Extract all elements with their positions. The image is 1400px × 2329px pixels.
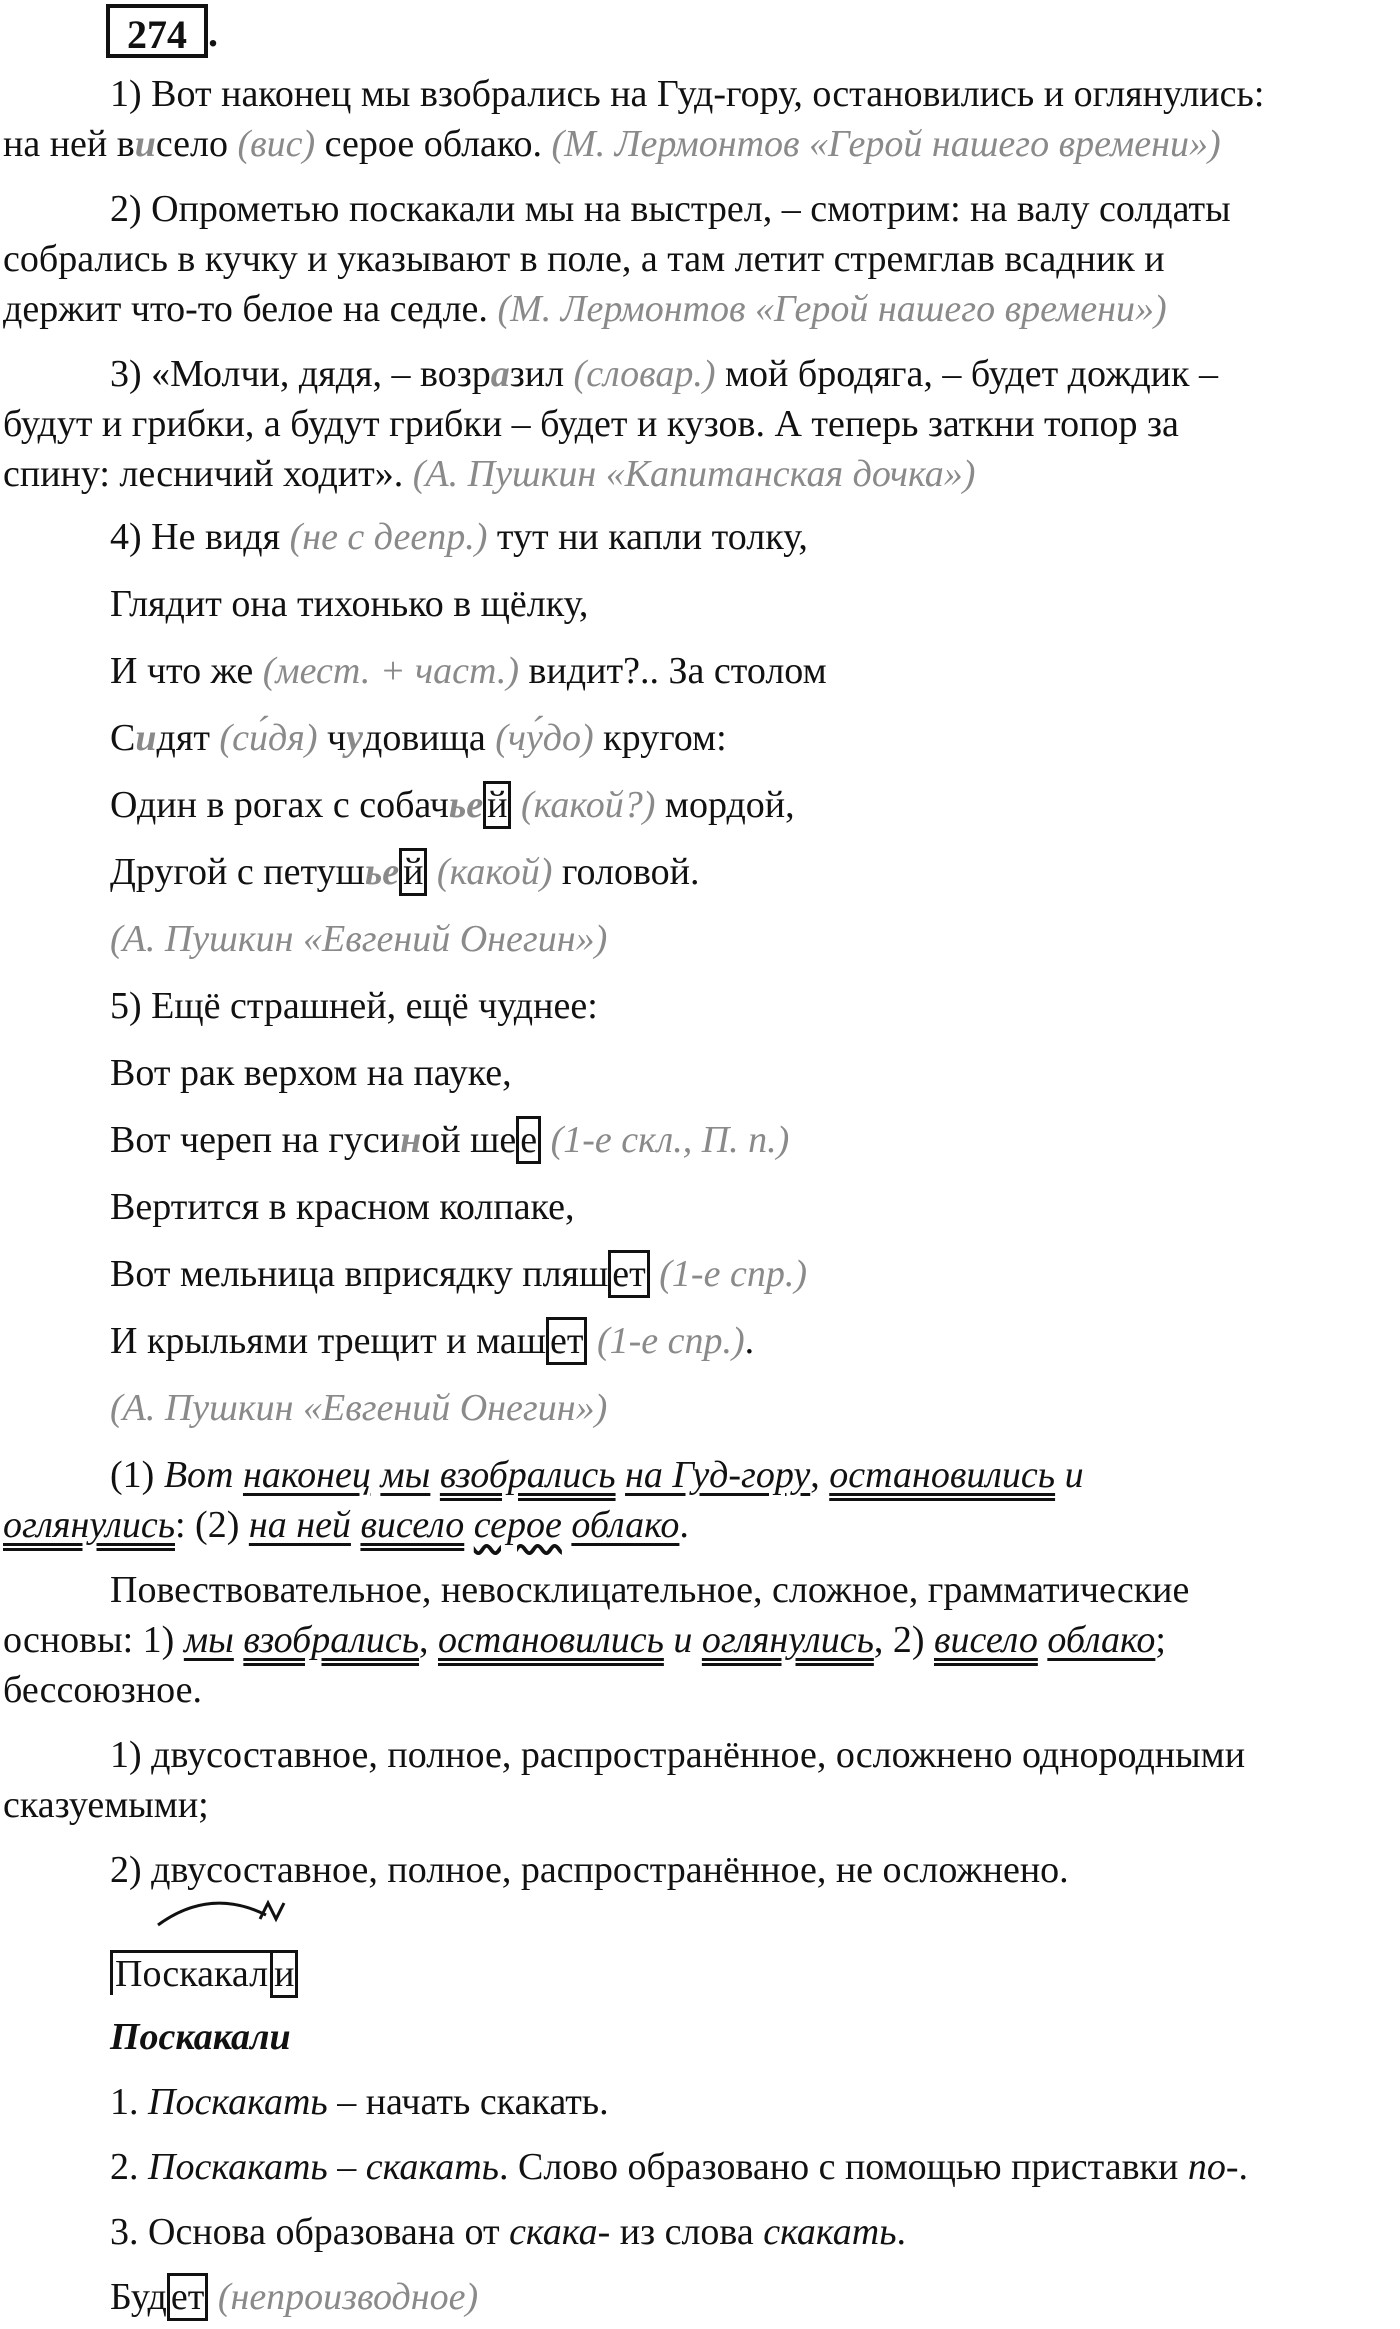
p1-line1: 1) Вот наконец мы взобрались на Гуд-гору, остановились и оглянулись: [110, 73, 1265, 115]
analysis-line8: 2) двусоставное, полное, распространённое, не осложнено. [110, 1849, 1069, 1891]
ending-box: ет [167, 2273, 208, 2321]
poem2-line1: 5) Ещё страшней, ещё чуднее: [110, 985, 598, 1027]
exercise-number: 274 [106, 4, 208, 58]
analysis-line2: оглянулись: (2) на ней висело серое облако. [3, 1504, 689, 1546]
analysis-line7: сказуемыми; [3, 1784, 209, 1826]
p2-line1: 2) Опрометью поскакали мы на выстрел, – смотрим: на валу солдаты [110, 188, 1231, 230]
analysis-line4: основы: 1) мы взобрались, остановились и оглянулись, 2) висело облако; [3, 1619, 1166, 1661]
highlight-letter: а [490, 353, 510, 395]
ending-box: ет [546, 1317, 587, 1365]
analysis-line5: бессоюзное. [3, 1669, 202, 1711]
poem1-line3: И что же (мест. + част.) видит?.. За столом [110, 650, 827, 692]
poem2-line4: Вертится в красном колпаке, [110, 1186, 575, 1228]
ending-box: и [270, 1950, 298, 1998]
hint: (словар.) [573, 353, 716, 395]
morph-heading: Поскакали [110, 2016, 291, 2058]
poem1-line6: Другой с петушье й (какой) головой. [110, 848, 700, 896]
poem1-line4: Сидят (си́дя) чудовища (чу́до) кругом: [110, 717, 727, 759]
morph-item2: 2. Поскакать – скакать. Слово образовано с помощью приставки по-. [110, 2146, 1248, 2188]
poem1-source: (А. Пушкин «Евгений Онегин») [110, 918, 608, 960]
source: (М. Лермонтов «Герой нашего времени») [497, 288, 1167, 330]
poem1-line2: Глядит она тихонько в щёлку, [110, 583, 589, 625]
ending-box: ет [608, 1250, 649, 1298]
analysis-line6: 1) двусоставное, полное, распространённое, осложнено однородными [110, 1734, 1246, 1776]
source: (М. Лермонтов «Герой нашего времени») [551, 123, 1221, 165]
morph-item1: 1. Поскакать – начать скакать. [110, 2081, 609, 2123]
poem2-line6: И крыльями трещит и маш ет (1-е спр.). [110, 1317, 754, 1365]
p3-line2: будут и грибки, а будут грибки – будет и кузов. А теперь заткни топор за [3, 403, 1179, 445]
morpheme-marks [150, 1893, 290, 1933]
morph-word: Поскакал и [110, 1950, 298, 1998]
poem2-line2: Вот рак верхом на пауке, [110, 1052, 512, 1094]
poem1-line5: Один в рогах с собачье й (какой?) мордой, [110, 781, 795, 829]
poem2-source: (А. Пушкин «Евгений Онегин») [110, 1387, 608, 1429]
p2-line2: собрались в кучку и указывают в поле, а там летит стремглав всадник и [3, 238, 1165, 280]
ending-box: й [399, 848, 427, 896]
poem2-line3: Вот череп на гусиной ше е (1-е скл., П. п.) [110, 1116, 789, 1164]
hint: (вис) [237, 123, 316, 165]
morph-item3: 3. Основа образована от скака- из слова скакать. [110, 2211, 906, 2253]
analysis-line3: Повествовательное, невосклицательное, сложное, грамматические [110, 1569, 1190, 1611]
analysis-line1: (1) Вот наконец мы взобрались на Гуд-гору, остановились и [110, 1454, 1084, 1496]
source: (А. Пушкин «Капитанская дочка») [412, 453, 976, 495]
exercise-number-dot: . [208, 10, 218, 55]
hint: (мест. + част.) [262, 650, 520, 692]
poem1-line1: 4) Не видя (не с деепр.) тут ни капли толку, [110, 516, 808, 558]
p3-line3: спину: лесничий ходит». (А. Пушкин «Капитанская дочка») [3, 453, 976, 495]
morph-last: Буд ет (непроизводное) [110, 2273, 478, 2321]
p3-line1: 3) «Молчи, дядя, – возразил (словар.) мой бродяга, – будет дождик – [110, 353, 1218, 395]
hint: (не с деепр.) [289, 516, 488, 558]
p2-line3: держит что-то белое на седле. (М. Лермонтов «Герой нашего времени») [3, 288, 1167, 330]
poem2-line5: Вот мельница вприсядку пляш ет (1-е спр.) [110, 1250, 807, 1298]
p1-line2: на ней висело (вис) серое облако. (М. Лермонтов «Герой нашего времени») [3, 123, 1221, 165]
ending-box: й [483, 781, 511, 829]
highlight-letter: и [134, 123, 156, 165]
ending-box: е [516, 1116, 541, 1164]
